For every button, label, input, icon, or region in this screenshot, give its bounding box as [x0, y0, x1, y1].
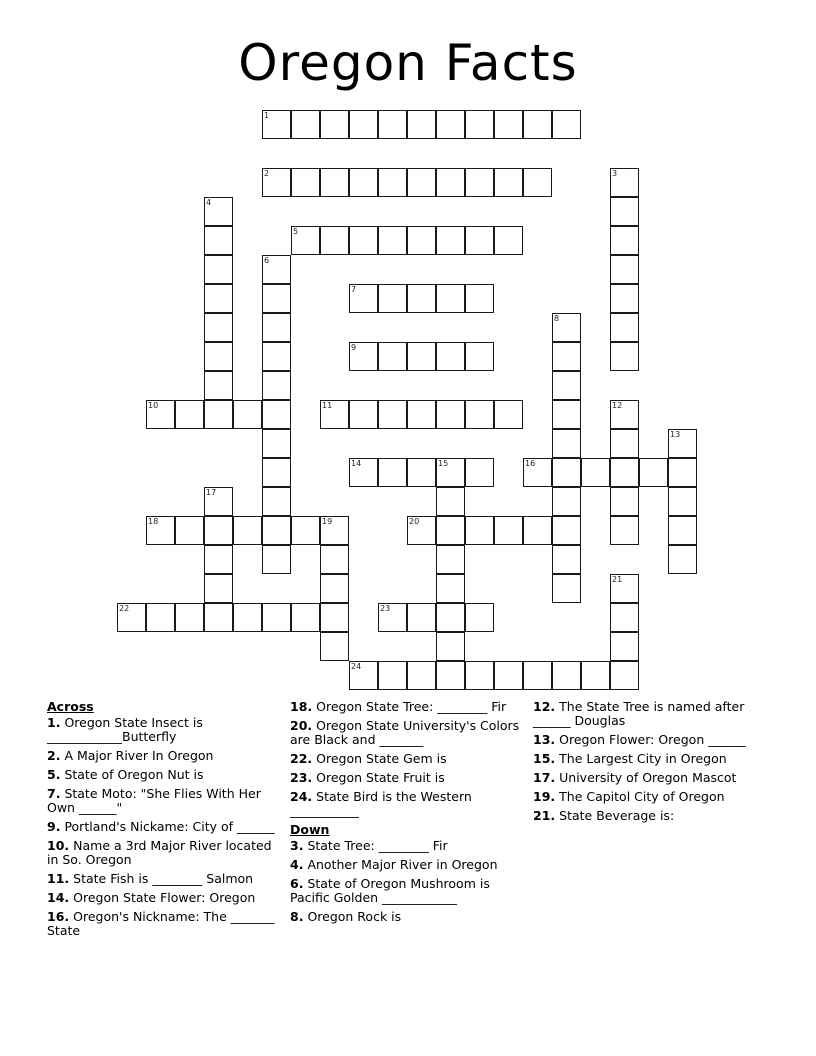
- grid-cell[interactable]: [668, 487, 697, 516]
- grid-cell[interactable]: [436, 342, 465, 371]
- grid-cell[interactable]: [610, 226, 639, 255]
- grid-cell[interactable]: [552, 110, 581, 139]
- grid-cell[interactable]: [320, 168, 349, 197]
- grid-cell[interactable]: [465, 661, 494, 690]
- grid-cell[interactable]: [436, 168, 465, 197]
- grid-cell[interactable]: [378, 284, 407, 313]
- grid-cell[interactable]: [552, 574, 581, 603]
- clue-across-10: 10. Name a 3rd Major River located in So. Oregon: [47, 838, 272, 867]
- grid-cell[interactable]: [668, 516, 697, 545]
- grid-cell[interactable]: [117, 603, 146, 632]
- grid-cell[interactable]: [262, 255, 291, 284]
- clue-number: 2: [264, 169, 270, 178]
- clue-across-14: 14. Oregon State Flower: Oregon: [47, 890, 256, 905]
- grid-cell[interactable]: [378, 110, 407, 139]
- grid-cell[interactable]: [349, 226, 378, 255]
- grid-cell[interactable]: [320, 603, 349, 632]
- grid-cell[interactable]: [320, 574, 349, 603]
- clue-across-1: 1. Oregon State Insect is ____________Butterfly: [47, 715, 203, 744]
- grid-cell[interactable]: [204, 284, 233, 313]
- grid-cell[interactable]: [378, 661, 407, 690]
- clue-number: 21: [612, 575, 623, 584]
- grid-cell[interactable]: [552, 400, 581, 429]
- grid-cell[interactable]: [204, 574, 233, 603]
- grid-cell[interactable]: [204, 197, 233, 226]
- grid-cell[interactable]: [175, 516, 204, 545]
- grid-cell[interactable]: [552, 313, 581, 342]
- grid-cell[interactable]: [610, 168, 639, 197]
- clue-number: 11: [322, 401, 333, 410]
- grid-cell[interactable]: [262, 110, 291, 139]
- grid-cell[interactable]: [436, 603, 465, 632]
- clue-number: 22: [119, 604, 130, 613]
- grid-cell[interactable]: [552, 342, 581, 371]
- grid-cell[interactable]: [465, 342, 494, 371]
- clue-down-19: 19. The Capitol City of Oregon: [533, 789, 725, 804]
- grid-cell[interactable]: [291, 516, 320, 545]
- grid-cell[interactable]: [378, 603, 407, 632]
- clue-number: 15: [438, 459, 449, 468]
- grid-cell[interactable]: [552, 516, 581, 545]
- grid-cell[interactable]: [320, 400, 349, 429]
- grid-cell[interactable]: [407, 516, 436, 545]
- clue-number: 19: [322, 517, 333, 526]
- grid-cell[interactable]: [204, 603, 233, 632]
- grid-cell[interactable]: [465, 168, 494, 197]
- grid-cell[interactable]: [378, 400, 407, 429]
- clue-down-13: 13. Oregon Flower: Oregon ______: [533, 732, 746, 747]
- grid-cell[interactable]: [610, 284, 639, 313]
- grid-cell[interactable]: [581, 661, 610, 690]
- grid-cell[interactable]: [262, 168, 291, 197]
- grid-cell[interactable]: [465, 110, 494, 139]
- grid-cell[interactable]: [494, 400, 523, 429]
- grid-cell[interactable]: [262, 342, 291, 371]
- grid-cell[interactable]: [552, 545, 581, 574]
- grid-cell[interactable]: [349, 458, 378, 487]
- clue-number: 4: [206, 198, 212, 207]
- grid-cell[interactable]: [146, 400, 175, 429]
- grid-cell[interactable]: [436, 632, 465, 661]
- grid-cell[interactable]: [610, 574, 639, 603]
- grid-cell[interactable]: [552, 487, 581, 516]
- grid-cell[interactable]: [291, 110, 320, 139]
- grid-cell[interactable]: [465, 400, 494, 429]
- grid-cell[interactable]: [639, 458, 668, 487]
- clue-across-23: 23. Oregon State Fruit is: [290, 770, 445, 785]
- grid-cell[interactable]: [523, 168, 552, 197]
- grid-cell[interactable]: [436, 458, 465, 487]
- grid-cell[interactable]: [668, 545, 697, 574]
- grid-cell[interactable]: [436, 284, 465, 313]
- grid-cell[interactable]: [291, 603, 320, 632]
- clue-number: 10: [148, 401, 159, 410]
- grid-cell[interactable]: [204, 371, 233, 400]
- grid-cell[interactable]: [233, 603, 262, 632]
- grid-cell[interactable]: [320, 632, 349, 661]
- grid-cell[interactable]: [291, 168, 320, 197]
- grid-cell[interactable]: [320, 516, 349, 545]
- grid-cell[interactable]: [436, 574, 465, 603]
- clue-down-12: 12. The State Tree is named after ______ Douglas: [533, 699, 745, 728]
- grid-cell[interactable]: [262, 400, 291, 429]
- grid-cell[interactable]: [349, 342, 378, 371]
- grid-cell[interactable]: [262, 603, 291, 632]
- clue-number: 9: [351, 343, 357, 352]
- clue-number: 12: [612, 401, 623, 410]
- grid-cell[interactable]: [175, 603, 204, 632]
- grid-cell[interactable]: [262, 545, 291, 574]
- grid-cell[interactable]: [262, 371, 291, 400]
- grid-cell[interactable]: [494, 516, 523, 545]
- grid-cell[interactable]: [552, 458, 581, 487]
- grid-cell[interactable]: [610, 255, 639, 284]
- grid-cell[interactable]: [407, 458, 436, 487]
- clues-column-1: [47, 700, 279, 943]
- clue-down-3: 3. State Tree: ________ Fir: [290, 838, 448, 853]
- grid-cell[interactable]: [407, 400, 436, 429]
- clue-number: 13: [670, 430, 681, 439]
- clue-down-4: 4. Another Major River in Oregon: [290, 857, 498, 872]
- grid-cell[interactable]: [407, 661, 436, 690]
- clue-down-6: 6. State of Oregon Mushroom is Pacific Golden ____________: [290, 876, 490, 905]
- grid-cell[interactable]: [204, 342, 233, 371]
- clues-column-3: [533, 700, 773, 828]
- grid-cell[interactable]: [407, 110, 436, 139]
- grid-cell[interactable]: [523, 516, 552, 545]
- clue-across-22: 22. Oregon State Gem is: [290, 751, 447, 766]
- grid-cell[interactable]: [378, 458, 407, 487]
- grid-cell[interactable]: [407, 284, 436, 313]
- grid-cell[interactable]: [610, 603, 639, 632]
- grid-cell[interactable]: [610, 400, 639, 429]
- clue-down-8: 8. Oregon Rock is: [290, 909, 402, 924]
- grid-cell[interactable]: [610, 487, 639, 516]
- clue-number: 17: [206, 488, 217, 497]
- grid-cell[interactable]: [146, 603, 175, 632]
- grid-cell[interactable]: [610, 661, 639, 690]
- grid-cell[interactable]: [204, 313, 233, 342]
- clue-number: 24: [351, 662, 362, 671]
- grid-cell[interactable]: [494, 168, 523, 197]
- grid-cell[interactable]: [465, 226, 494, 255]
- grid-cell[interactable]: [407, 168, 436, 197]
- clue-number: 5: [293, 227, 299, 236]
- grid-cell[interactable]: [436, 661, 465, 690]
- grid-cell[interactable]: [581, 458, 610, 487]
- grid-cell[interactable]: [436, 400, 465, 429]
- grid-cell[interactable]: [320, 110, 349, 139]
- clue-number: 3: [612, 169, 618, 178]
- grid-cell[interactable]: [262, 284, 291, 313]
- clue-across-24: 24. State Bird is the Western ___________: [290, 789, 472, 818]
- grid-cell[interactable]: [465, 516, 494, 545]
- grid-cell[interactable]: [291, 226, 320, 255]
- grid-cell[interactable]: [465, 284, 494, 313]
- grid-cell[interactable]: [175, 400, 204, 429]
- grid-cell[interactable]: [610, 516, 639, 545]
- grid-cell[interactable]: [262, 429, 291, 458]
- grid-cell[interactable]: [349, 110, 378, 139]
- grid-cell[interactable]: [349, 400, 378, 429]
- clue-across-11: 11. State Fish is ________ Salmon: [47, 871, 254, 886]
- grid-cell[interactable]: [465, 603, 494, 632]
- grid-cell[interactable]: [436, 110, 465, 139]
- clue-across-2: 2. A Major River In Oregon: [47, 748, 214, 763]
- grid-cell[interactable]: [668, 458, 697, 487]
- grid-cell[interactable]: [436, 545, 465, 574]
- grid-cell[interactable]: [349, 168, 378, 197]
- grid-cell[interactable]: [407, 603, 436, 632]
- grid-cell[interactable]: [204, 226, 233, 255]
- grid-cell[interactable]: [378, 168, 407, 197]
- grid-cell[interactable]: [523, 661, 552, 690]
- grid-cell[interactable]: [146, 516, 175, 545]
- clue-across-7: 7. State Moto: "She Flies With Her Own ______": [47, 786, 261, 815]
- grid-cell[interactable]: [552, 371, 581, 400]
- grid-cell[interactable]: [262, 487, 291, 516]
- clue-across-5: 5. State of Oregon Nut is: [47, 767, 204, 782]
- clue-down-21: 21. State Beverage is:: [533, 808, 675, 823]
- grid-cell[interactable]: [320, 545, 349, 574]
- grid-cell[interactable]: [204, 400, 233, 429]
- grid-cell[interactable]: [204, 545, 233, 574]
- grid-cell[interactable]: [233, 400, 262, 429]
- grid-cell[interactable]: [407, 342, 436, 371]
- grid-cell[interactable]: [262, 313, 291, 342]
- clue-down-17: 17. University of Oregon Mascot: [533, 770, 737, 785]
- grid-cell[interactable]: [436, 226, 465, 255]
- grid-cell[interactable]: [523, 458, 552, 487]
- grid-cell[interactable]: [552, 429, 581, 458]
- grid-cell[interactable]: [610, 342, 639, 371]
- page-title: Oregon Facts: [238, 34, 578, 92]
- grid-cell[interactable]: [262, 458, 291, 487]
- down-heading: Down: [290, 822, 330, 837]
- grid-cell[interactable]: [610, 458, 639, 487]
- grid-cell[interactable]: [494, 226, 523, 255]
- clue-number: 6: [264, 256, 270, 265]
- grid-cell[interactable]: [436, 516, 465, 545]
- clues-column-2: [290, 700, 522, 929]
- grid-cell[interactable]: [204, 255, 233, 284]
- clue-across-20: 20. Oregon State University's Colors are Black and _______: [290, 718, 520, 747]
- grid-cell[interactable]: [552, 661, 581, 690]
- grid-cell[interactable]: [494, 110, 523, 139]
- grid-cell[interactable]: [523, 110, 552, 139]
- clue-number: 23: [380, 604, 391, 613]
- clue-across-16: 16. Oregon's Nickname: The _______ State: [47, 909, 275, 938]
- grid-cell[interactable]: [349, 284, 378, 313]
- grid-cell[interactable]: [378, 342, 407, 371]
- grid-cell[interactable]: [436, 487, 465, 516]
- grid-cell[interactable]: [233, 516, 262, 545]
- grid-cell[interactable]: [668, 429, 697, 458]
- clue-number: 8: [554, 314, 560, 323]
- grid-cell[interactable]: [204, 516, 233, 545]
- clue-number: 7: [351, 285, 357, 294]
- grid-cell[interactable]: [494, 661, 523, 690]
- clue-across-18: 18. Oregon State Tree: ________ Fir: [290, 699, 507, 714]
- grid-cell[interactable]: [204, 487, 233, 516]
- grid-cell[interactable]: [610, 197, 639, 226]
- grid-cell[interactable]: [320, 226, 349, 255]
- clue-number: 18: [148, 517, 159, 526]
- clue-number: 16: [525, 459, 536, 468]
- grid-cell[interactable]: [407, 226, 436, 255]
- grid-cell[interactable]: [610, 429, 639, 458]
- clue-number: 1: [264, 111, 270, 120]
- grid-cell[interactable]: [610, 632, 639, 661]
- grid-cell[interactable]: [378, 226, 407, 255]
- clue-number: 20: [409, 517, 420, 526]
- grid-cell[interactable]: [349, 661, 378, 690]
- across-heading: Across: [47, 699, 94, 714]
- grid-cell[interactable]: [465, 458, 494, 487]
- grid-cell[interactable]: [262, 516, 291, 545]
- grid-cell[interactable]: [610, 313, 639, 342]
- clue-across-9: 9. Portland's Nickame: City of ______: [47, 819, 275, 834]
- clue-number: 14: [351, 459, 362, 468]
- clue-down-15: 15. The Largest City in Oregon: [533, 751, 727, 766]
